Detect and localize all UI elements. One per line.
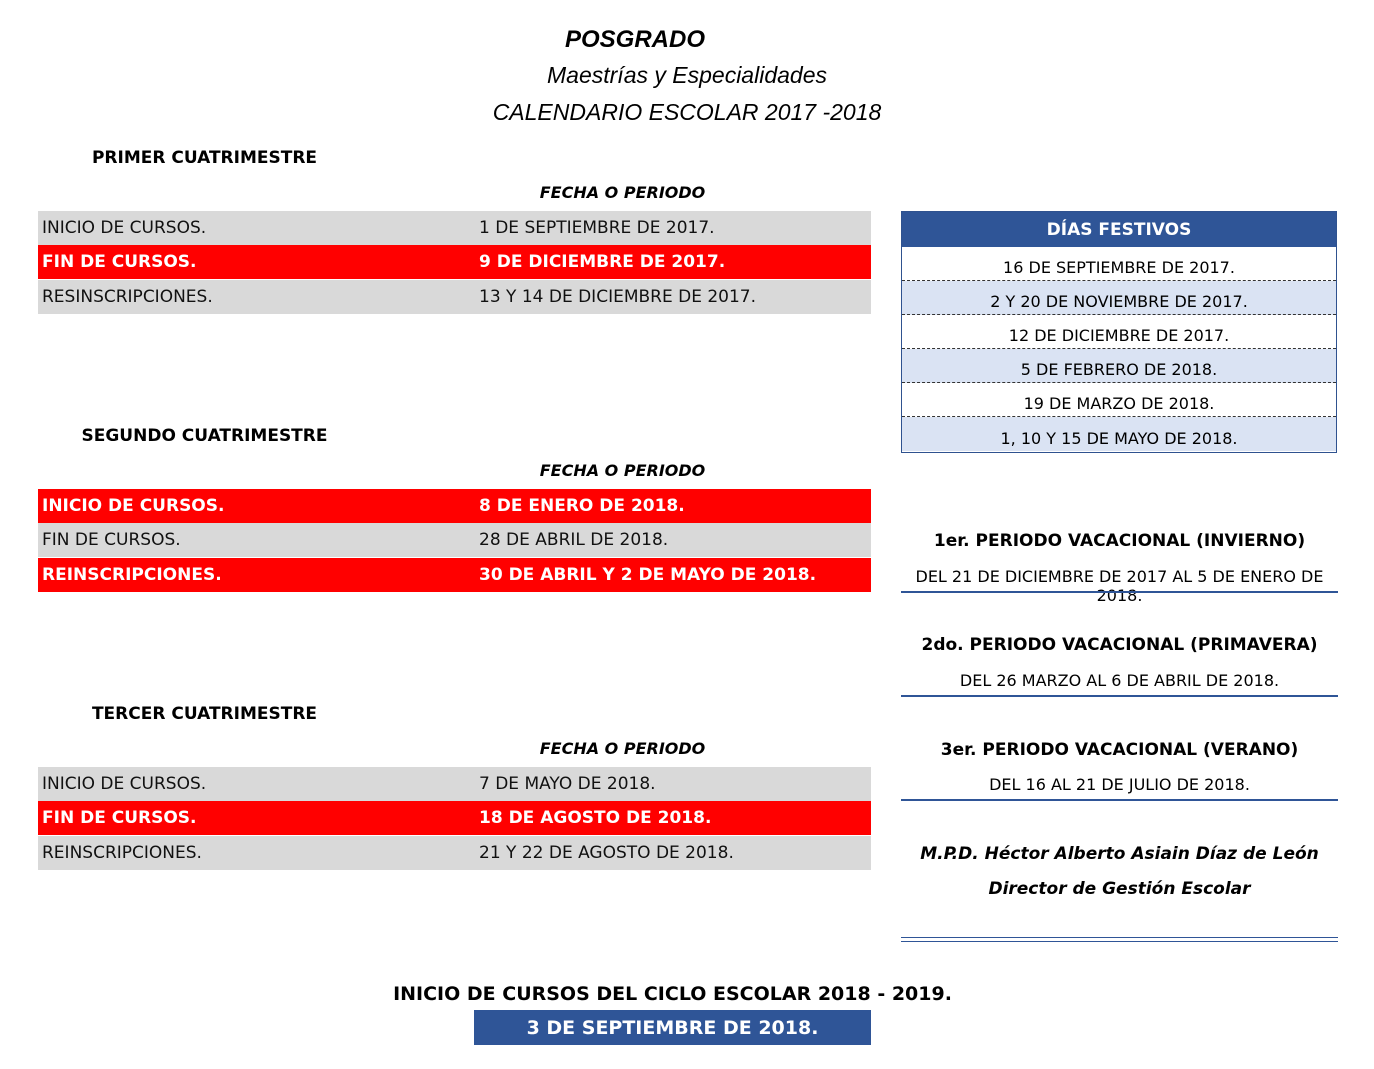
divider [901, 799, 1338, 801]
next-cycle-title: INICIO DE CURSOS DEL CICLO ESCOLAR 2018 - 2019. [393, 983, 952, 1005]
fecha-periodo-label: FECHA O PERIODO [539, 739, 706, 758]
table-row [38, 211, 871, 245]
festivo-item: 2 Y 20 DE NOVIEMBRE DE 2017. [902, 281, 1336, 315]
dias-festivos-table [901, 211, 1337, 453]
row-date: 8 DE ENERO DE 2018. [479, 496, 685, 516]
fecha-periodo-label: FECHA O PERIODO [539, 183, 706, 202]
row-label: INICIO DE CURSOS. [42, 218, 207, 238]
vacation-title-verano: 3er. PERIODO VACACIONAL (VERANO) [940, 740, 1299, 760]
fecha-periodo-label: FECHA O PERIODO [539, 461, 706, 480]
row-date: 30 DE ABRIL Y 2 DE MAYO DE 2018. [479, 565, 817, 585]
festivo-item: 1, 10 Y 15 DE MAYO DE 2018. [902, 417, 1336, 451]
row-date: 21 Y 22 DE AGOSTO DE 2018. [479, 843, 734, 863]
festivo-item: 19 DE MARZO DE 2018. [902, 383, 1336, 417]
festivo-item: 12 DE DICIEMBRE DE 2017. [902, 315, 1336, 349]
table-row [38, 801, 871, 835]
row-label: RESINSCRIPCIONES. [42, 287, 213, 307]
table-row [38, 280, 871, 314]
table-row [38, 558, 871, 592]
row-label: REINSCRIPCIONES. [42, 565, 222, 585]
row-date: 13 Y 14 DE DICIEMBRE DE 2017. [479, 287, 757, 307]
vacation-title-invierno: 1er. PERIODO VACACIONAL (INVIERNO) [933, 531, 1306, 551]
row-label: INICIO DE CURSOS. [42, 496, 225, 516]
table-row [38, 245, 871, 279]
table-row [38, 489, 871, 523]
row-date: 28 DE ABRIL DE 2018. [479, 530, 669, 550]
row-date: 9 DE DICIEMBRE DE 2017. [479, 252, 726, 272]
table-row [38, 767, 871, 801]
table-row [38, 836, 871, 870]
festivo-item: 5 DE FEBRERO DE 2018. [902, 349, 1336, 383]
vacation-title-primavera: 2do. PERIODO VACACIONAL (PRIMAVERA) [921, 635, 1318, 655]
divider [901, 591, 1338, 593]
double-divider [901, 937, 1338, 942]
table-row [38, 523, 871, 557]
page-title: POSGRADO [564, 26, 705, 53]
section-title-segundo: SEGUNDO CUATRIMESTRE [81, 426, 328, 446]
row-label: FIN DE CURSOS. [42, 252, 197, 272]
signature-role: Director de Gestión Escolar [988, 879, 1251, 899]
row-label: REINSCRIPCIONES. [42, 843, 202, 863]
row-date: 18 DE AGOSTO DE 2018. [479, 808, 712, 828]
section-title-tercer: TERCER CUATRIMESTRE [91, 704, 318, 724]
row-label: INICIO DE CURSOS. [42, 774, 207, 794]
divider [901, 695, 1338, 697]
page-subtitle: Maestrías y Especialidades [547, 62, 827, 88]
vacation-range-primavera: DEL 26 MARZO AL 6 DE ABRIL DE 2018. [959, 671, 1280, 690]
next-cycle-date: 3 DE SEPTIEMBRE DE 2018. [474, 1010, 871, 1045]
row-date: 7 DE MAYO DE 2018. [479, 774, 656, 794]
row-date: 1 DE SEPTIEMBRE DE 2017. [479, 218, 715, 238]
section-title-primer: PRIMER CUATRIMESTRE [91, 148, 318, 168]
vacation-range-verano: DEL 16 AL 21 DE JULIO DE 2018. [989, 775, 1250, 794]
calendar-title: CALENDARIO ESCOLAR 2017 -2018 [492, 99, 882, 125]
signature-name: M.P.D. Héctor Alberto Asiain Díaz de León [920, 844, 1319, 864]
row-label: FIN DE CURSOS. [42, 808, 197, 828]
vacation-range-invierno: DEL 21 DE DICIEMBRE DE 2017 AL 5 DE ENERO DE 2018. [915, 567, 1324, 605]
festivo-item: 16 DE SEPTIEMBRE DE 2017. [902, 247, 1336, 281]
row-label: FIN DE CURSOS. [42, 530, 181, 550]
dias-festivos-header: DÍAS FESTIVOS [902, 212, 1336, 247]
